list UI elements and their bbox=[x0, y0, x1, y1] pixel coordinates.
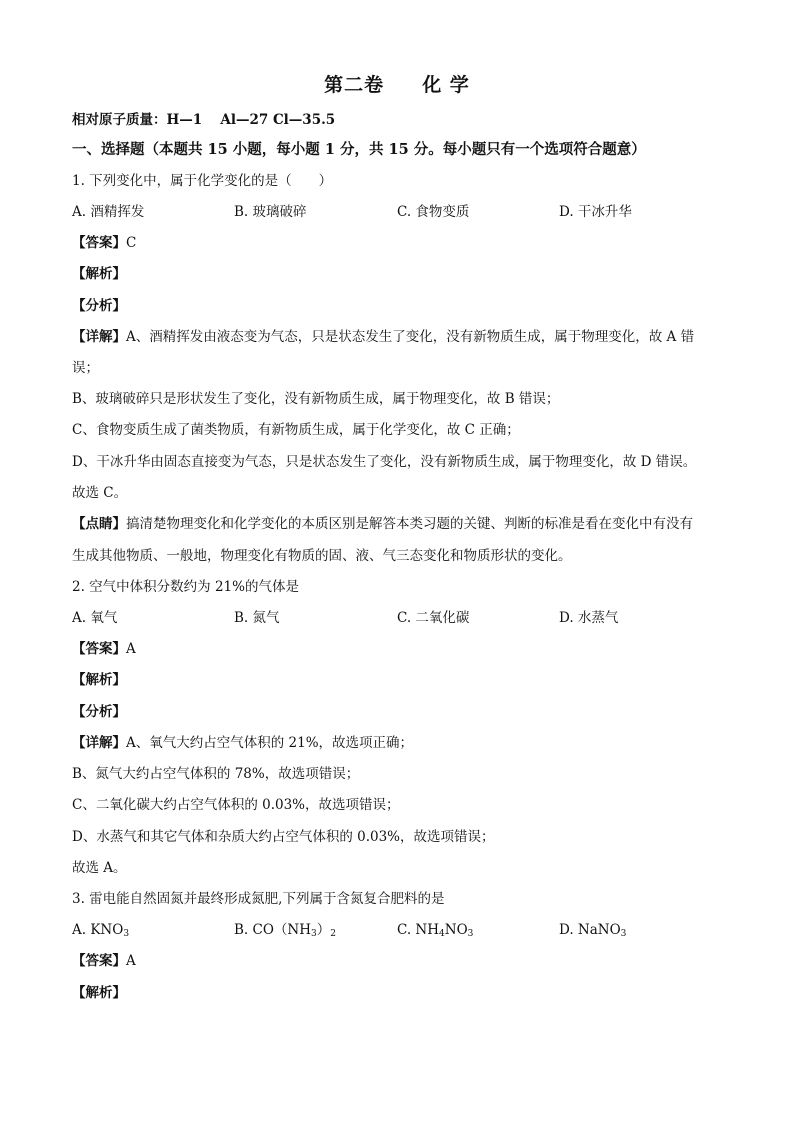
q3-answer bbox=[72, 951, 136, 971]
answer-tag: 【答案】 bbox=[72, 235, 126, 251]
answer-value: A bbox=[126, 953, 136, 969]
q2-analysis-tag: 【解析】 bbox=[72, 672, 126, 688]
title-part2: 化 学 bbox=[422, 74, 470, 96]
q1-fenxi-tag: 【分析】 bbox=[72, 298, 126, 314]
detail-text: A、酒精挥发由液态变为气态，只是状态发生了变化，没有新物质生成，属于物理变化，故 A 错 bbox=[126, 329, 695, 345]
detail-tag: 【详解】 bbox=[72, 329, 126, 345]
subscript: 4 bbox=[439, 929, 445, 939]
q3-option-a bbox=[72, 920, 129, 940]
q1-option-b: B. 玻璃破碎 bbox=[234, 204, 307, 220]
formula-text: B. CO（NH bbox=[234, 922, 311, 938]
q1-analysis-tag: 【解析】 bbox=[72, 266, 126, 282]
q1-line-d: D、干冰升华由固态直接变为气态，只是状态发生了变化，没有新物质生成，属于物理变化，故 D 错误。 bbox=[72, 454, 697, 470]
answer-tag: 【答案】 bbox=[72, 641, 126, 657]
subscript: 3 bbox=[311, 929, 317, 939]
q2-answer bbox=[72, 639, 136, 659]
answer-tag: 【答案】 bbox=[72, 953, 126, 969]
q2-option-a: A. 氧气 bbox=[72, 610, 118, 626]
q1-answer bbox=[72, 233, 136, 253]
title-part1: 第二卷 bbox=[324, 74, 385, 96]
subscript: 3 bbox=[620, 929, 627, 939]
q3-analysis-tag: 【解析】 bbox=[72, 985, 126, 1001]
q2-conclusion: 故选 A。 bbox=[72, 860, 127, 876]
q2-line-c: C、二氧化碳大约占空气体积的 0.03%，故选项错误； bbox=[72, 797, 400, 813]
q2-option-d: D. 水蒸气 bbox=[559, 610, 619, 626]
q1-line-c: C、食物变质生成了菌类物质，有新物质生成，属于化学变化，故 C 正确； bbox=[72, 422, 520, 438]
q1-detail-cont: 误； bbox=[72, 360, 99, 376]
q2-line-d: D、水蒸气和其它气体和杂质大约占空气体积的 0.03%，故选项错误； bbox=[72, 829, 495, 845]
detail-text: A、氧气大约占空气体积的 21%，故选项正确； bbox=[126, 735, 414, 751]
q3-option-c bbox=[397, 920, 473, 940]
answer-value: C bbox=[126, 235, 137, 251]
formula-text: C. NH bbox=[397, 922, 440, 938]
q1-option-a: A. 酒精挥发 bbox=[72, 204, 145, 220]
q2-detail bbox=[72, 733, 413, 753]
formula-text: A. KNO bbox=[72, 922, 124, 938]
formula-text: D. NaNO bbox=[559, 922, 621, 938]
answer-value: A bbox=[126, 641, 136, 657]
q2-option-c: C. 二氧化碳 bbox=[397, 610, 470, 626]
subscript: 2 bbox=[330, 929, 336, 939]
q2-fenxi-tag: 【分析】 bbox=[72, 704, 126, 720]
q3-option-b bbox=[234, 920, 336, 940]
q3-option-d bbox=[559, 920, 626, 940]
q1-stem: 1. 下列变化中，属于化学变化的是（ ） bbox=[72, 173, 333, 189]
q1-comment-cont: 生成其他物质、一般地，物理变化有物质的固、液、气三态变化和物质形状的变化。 bbox=[72, 548, 572, 564]
section-heading: 一、选择题（本题共 15 小题，每小题 1 分，共 15 分。每小题只有一个选项符合题意） bbox=[72, 141, 646, 158]
q1-detail bbox=[72, 327, 694, 347]
q1-option-c: C. 食物变质 bbox=[397, 204, 470, 220]
comment-tag: 【点睛】 bbox=[72, 516, 126, 532]
subscript: 3 bbox=[467, 929, 474, 939]
q1-comment bbox=[72, 514, 693, 534]
q2-line-b: B、氮气大约占空气体积的 78%，故选项错误； bbox=[72, 766, 360, 782]
atomic-masses: 相对原子质量：H—1 Al—27 Cl—35.5 bbox=[72, 112, 336, 128]
formula-text: NO bbox=[444, 922, 468, 938]
subscript: 3 bbox=[123, 929, 130, 939]
q1-conclusion: 故选 C。 bbox=[72, 485, 128, 501]
q3-stem: 3. 雷电能自然固氮并最终形成氮肥,下列属于含氮复合肥料的是 bbox=[72, 891, 445, 907]
formula-text: ） bbox=[316, 922, 331, 938]
q1-line-b: B、玻璃破碎只是形状发生了变化，没有新物质生成，属于物理变化，故 B 错误； bbox=[72, 391, 560, 407]
q2-stem: 2. 空气中体积分数约为 21%的气体是 bbox=[72, 579, 299, 595]
q1-option-d: D. 干冰升华 bbox=[559, 204, 632, 220]
q2-option-b: B. 氮气 bbox=[234, 610, 280, 626]
comment-text: 搞清楚物理变化和化学变化的本质区别是解答本类习题的关键、判断的标准是看在变化中有没有 bbox=[126, 516, 693, 532]
page-title bbox=[0, 70, 794, 97]
detail-tag: 【详解】 bbox=[72, 735, 126, 751]
